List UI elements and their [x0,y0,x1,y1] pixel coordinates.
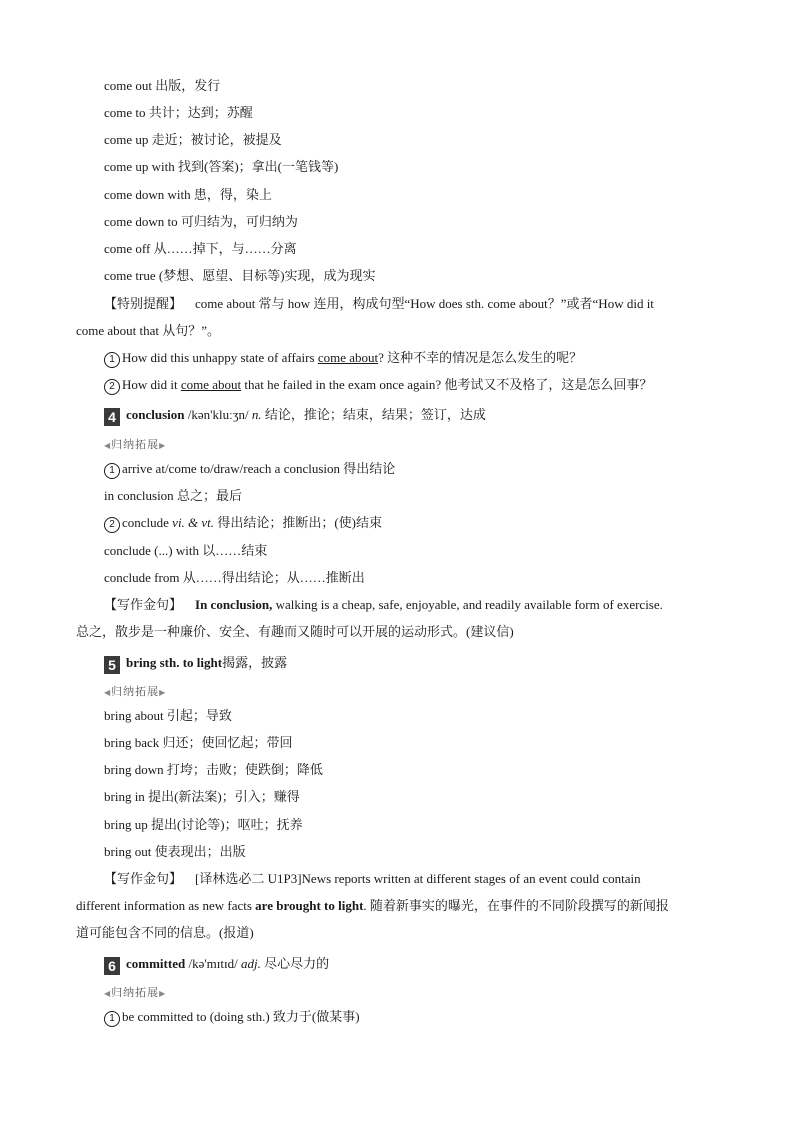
entry-conclusion: 4 conclusion /kən'kluːʒn/ n. 结论，推论；结束，结果；签订，达成 [104,406,486,426]
writing-sentence: 【写作金句】 [译林选必二 U1P3]News reports written at different stages of an event could contain [104,871,641,886]
writing-sentence-zh: 总之，散步是一种廉价、安全、有趣而又随时可以开展的运动形式。(建议信) [76,624,514,639]
ext-line: 1 be committed to (doing sth.) 致力于(做某事) [104,1008,360,1027]
ext-line: bring out 使表现出；出版 [104,844,246,859]
ext-line: conclude (...) with 以……结束 [104,543,268,558]
entry-bring-to-light: 5 bring sth. to light揭露，披露 [104,654,287,674]
phrase-line: come down with 患，得，染上 [104,187,272,202]
phrase-line: come up with 找到(答案)；拿出(一笔钱等) [104,159,339,174]
phrase-line: come down to 可归结为，可归纳为 [104,214,298,229]
writing-sentence: 【写作金句】 In conclusion, walking is a cheap, safe, enjoyable, and readily available form of exercise. [104,597,663,612]
ext-line: conclude from 从……得出结论；从……推断出 [104,570,365,585]
section-tag: ◀归纳拓展▶ [104,986,167,999]
section-tag: ◀归纳拓展▶ [104,438,167,451]
ext-line: bring up 提出(讨论等)；呕吐；抚养 [104,817,303,832]
ext-line: bring back 归还；使回忆起；带回 [104,735,293,750]
special-tip-cont: come about that 从句？”。 [76,323,221,338]
writing-sentence-cont: 道可能包含不同的信息。(报道) [76,925,254,940]
ext-line: in conclusion 总之；最后 [104,488,242,503]
example-sentence: 1 How did this unhappy state of affairs come about? 这种不幸的情况是怎么发生的呢？ [104,349,582,368]
entry-committed: 6 committed /kə'mɪtɪd/ adj. 尽心尽力的 [104,955,329,975]
phrase-line: come off 从……掉下，与……分离 [104,241,297,256]
writing-sentence-cont: different information as new facts are brought to light. 随着新事实的曝光，在事件的不同阶段撰写的新闻报 [76,898,669,913]
example-sentence: 2 How did it come about that he failed in the exam once again? 他考试又不及格了，这是怎么回事？ [104,376,652,395]
ext-line: 2 conclude vi. & vt. 得出结论；推断出；(使)结束 [104,514,382,533]
special-tip: 【特别提醒】 come about 常与 how 连用，构成句型“How does sth. come about？”或者“How did it [104,296,654,311]
phrase-line: come out 出版，发行 [104,78,221,93]
phrase-line: come to 共计；达到；苏醒 [104,105,253,120]
ext-line: bring down 打垮；击败；使跌倒；降低 [104,762,323,777]
ext-line: bring about 引起；导致 [104,708,232,723]
section-tag: ◀归纳拓展▶ [104,685,167,698]
phrase-line: come true (梦想、愿望、目标等)实现，成为现实 [104,268,376,283]
phrase-line: come up 走近；被讨论，被提及 [104,132,282,147]
ext-line: bring in 提出(新法案)；引入；赚得 [104,789,300,804]
ext-line: 1 arrive at/come to/draw/reach a conclusion 得出结论 [104,460,395,479]
